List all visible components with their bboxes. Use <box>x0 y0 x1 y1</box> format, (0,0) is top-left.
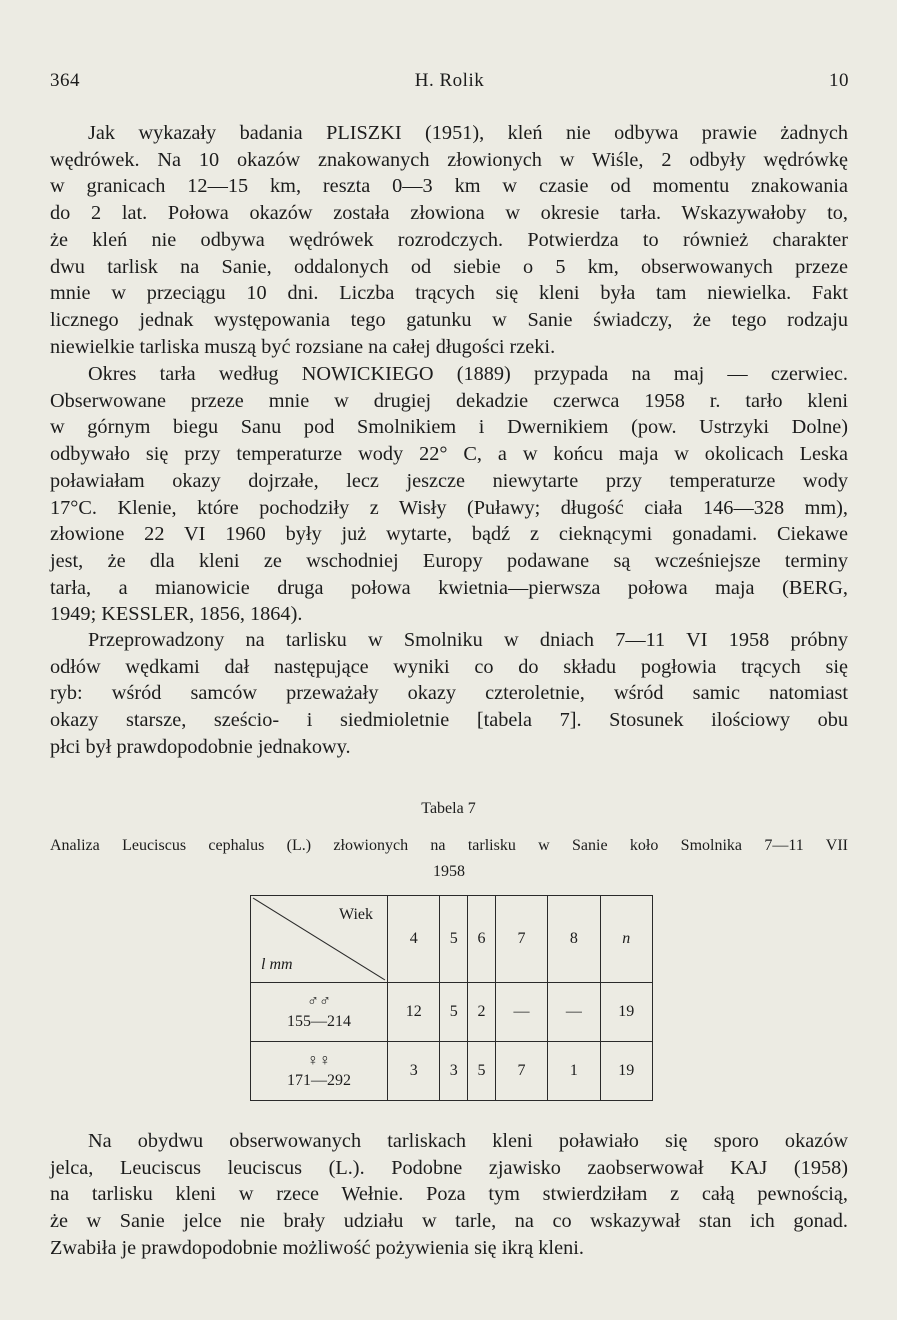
text-line: odłów wędkami dał następujące wyniki co do składu pogłowia trących się <box>50 655 848 678</box>
text-line: poławiałam okazy dojrzałe, lecz jeszcze niewytarte przy temperaturze wody <box>50 469 848 492</box>
corner-cell <box>251 896 388 983</box>
table-cell: — <box>548 983 600 1042</box>
text-line: ryb: wśród samców przeważały okazy czteroletnie, wśród samic natomiast <box>50 682 848 705</box>
page-header <box>50 70 849 96</box>
table-cell: 12 <box>388 983 440 1042</box>
text-line: odbywało się przy temperaturze wody 22° C, a w końcu maja w okolicach Leska <box>50 443 848 466</box>
text-line: płci był prawdopodobnie jednakowy. <box>50 735 351 758</box>
text-line: okazy starsze, sześcio- i siedmioletnie [tabela 7]. Stosunek ilościowy obu <box>50 709 848 732</box>
data-table <box>250 895 653 1101</box>
table-cell: — <box>495 983 547 1042</box>
text-line: jest, że dla kleni ze wschodniej Europy podawane są wcześniejsze terminy <box>50 549 848 572</box>
text-line: Jak wykazały badania PLISZKI (1951), kleń nie odbywa prawie żadnych <box>88 122 848 144</box>
female-symbol: ♀♀ <box>307 1052 331 1069</box>
paragraph-3 <box>50 627 848 761</box>
column-header: 6 <box>468 896 496 983</box>
column-header: 4 <box>388 896 440 983</box>
text-line: wędrówek. Na 10 okazów znakowanych złowionych w Wiśle, 2 odbyły wędrówkę <box>50 148 848 171</box>
text-line: 1949; KESSLER, 1856, 1864). <box>50 603 303 626</box>
text-line: w granicach 12—15 km, reszta 0—3 km w czasie od momentu znakowania <box>50 175 848 198</box>
text-line: na tarlisku kleni w rzece Wełnie. Poza tym stwierdziłam z całą pewnością, <box>50 1183 848 1206</box>
text-line: 17°C. Klenie, które pochodziły z Wisły (Puławy; długość ciała 146—328 mm), <box>50 496 848 519</box>
male-symbol: ♂♂ <box>307 993 331 1010</box>
text-line: Okres tarła według NOWICKIEGO (1889) przypada na maj — czerwiec. <box>88 363 848 385</box>
text-line: jelca, Leuciscus leuciscus (L.). Podobne zjawisko zaobserwował KAJ (1958) <box>50 1156 848 1179</box>
column-header: 5 <box>440 896 468 983</box>
table-cell: 5 <box>468 1042 496 1101</box>
text-line: że kleń nie odbywa wędrówek rozrodczych. Potwierdza to również charakter <box>50 228 848 251</box>
paragraph-4 <box>50 1128 848 1262</box>
text-line: licznego jednak występowania tego gatunku w Sanie świadczy, że tego rodzaju <box>50 308 848 331</box>
text-line: Na obydwu obserwowanych tarliskach kleni poławiało się sporo okazów <box>88 1130 848 1152</box>
table-cell: 19 <box>600 983 652 1042</box>
paragraph-2 <box>50 361 848 628</box>
caption-line-1: Analiza Leuciscus cephalus (L.) złowionych na tarlisku w Sanie koło Smolnika 7—11 VII <box>50 837 848 854</box>
text-line: Obserwowane przeze mnie w drugiej dekadzie czerwca 1958 r. tarło kleni <box>50 389 848 412</box>
text-line: tarła, a mianowicie druga połowa kwietnia—pierwsza połowa maja (BERG, <box>50 576 848 599</box>
table-cell: 5 <box>440 983 468 1042</box>
row-label <box>251 983 388 1042</box>
length-range: 171—292 <box>287 1072 351 1089</box>
length-range: 155—214 <box>287 1013 351 1030</box>
text-line: mnie w przeciągu 10 dni. Liczba trących się kleni była tam niewielka. Fakt <box>50 282 848 305</box>
text-line: że w Sanie jelce nie brały udziału w tarle, na co wskazywał stan ich gonad. <box>50 1210 848 1233</box>
text-line: złowione 22 VI 1960 były już wytarte, bądź z cieknącymi gonadami. Ciekawe <box>50 523 848 546</box>
corner-top-label: Wiek <box>338 906 373 923</box>
column-header: 8 <box>548 896 600 983</box>
issue-number: 10 <box>829 70 849 91</box>
text-line: dwu tarlisk na Sanie, oddalonych od siebie o 5 km, obserwowanych przeze <box>50 255 848 278</box>
text-line: Przeprowadzony na tarlisku w Smolniku w dniach 7—11 VI 1958 próbny <box>88 629 848 651</box>
table-cell: 3 <box>440 1042 468 1101</box>
table-header-row <box>251 896 653 983</box>
column-header: 7 <box>495 896 547 983</box>
text-line: w górnym biegu Sanu pod Smolnikiem i Dwernikiem (pow. Ustrzyki Dolne) <box>50 416 848 439</box>
table-cell: 7 <box>495 1042 547 1101</box>
text-line: Zwabiła je prawdopodobnie możliwość pożywienia się ikrą kleni. <box>50 1236 584 1259</box>
table-cell: 3 <box>388 1042 440 1101</box>
column-header: n <box>600 896 652 983</box>
table-cell: 19 <box>600 1042 652 1101</box>
table-caption <box>50 833 848 885</box>
text-line: niewielkie tarliska muszą być rozsiane na całej długości rzeki. <box>50 335 556 358</box>
table-title: Tabela 7 <box>421 800 476 817</box>
row-label <box>251 1042 388 1101</box>
table-cell: 1 <box>548 1042 600 1101</box>
running-author: H. Rolik <box>414 70 485 91</box>
table-row <box>251 983 653 1042</box>
text-line: do 2 lat. Połowa okazów została złowiona w okresie tarła. Wskazywałoby to, <box>50 202 848 225</box>
caption-line-2: 1958 <box>433 863 465 880</box>
page-number: 364 <box>50 70 80 91</box>
table-cell: 2 <box>468 983 496 1042</box>
paragraph-1 <box>50 120 848 360</box>
table-row <box>251 1042 653 1101</box>
corner-bottom-label: l mm <box>261 956 293 973</box>
